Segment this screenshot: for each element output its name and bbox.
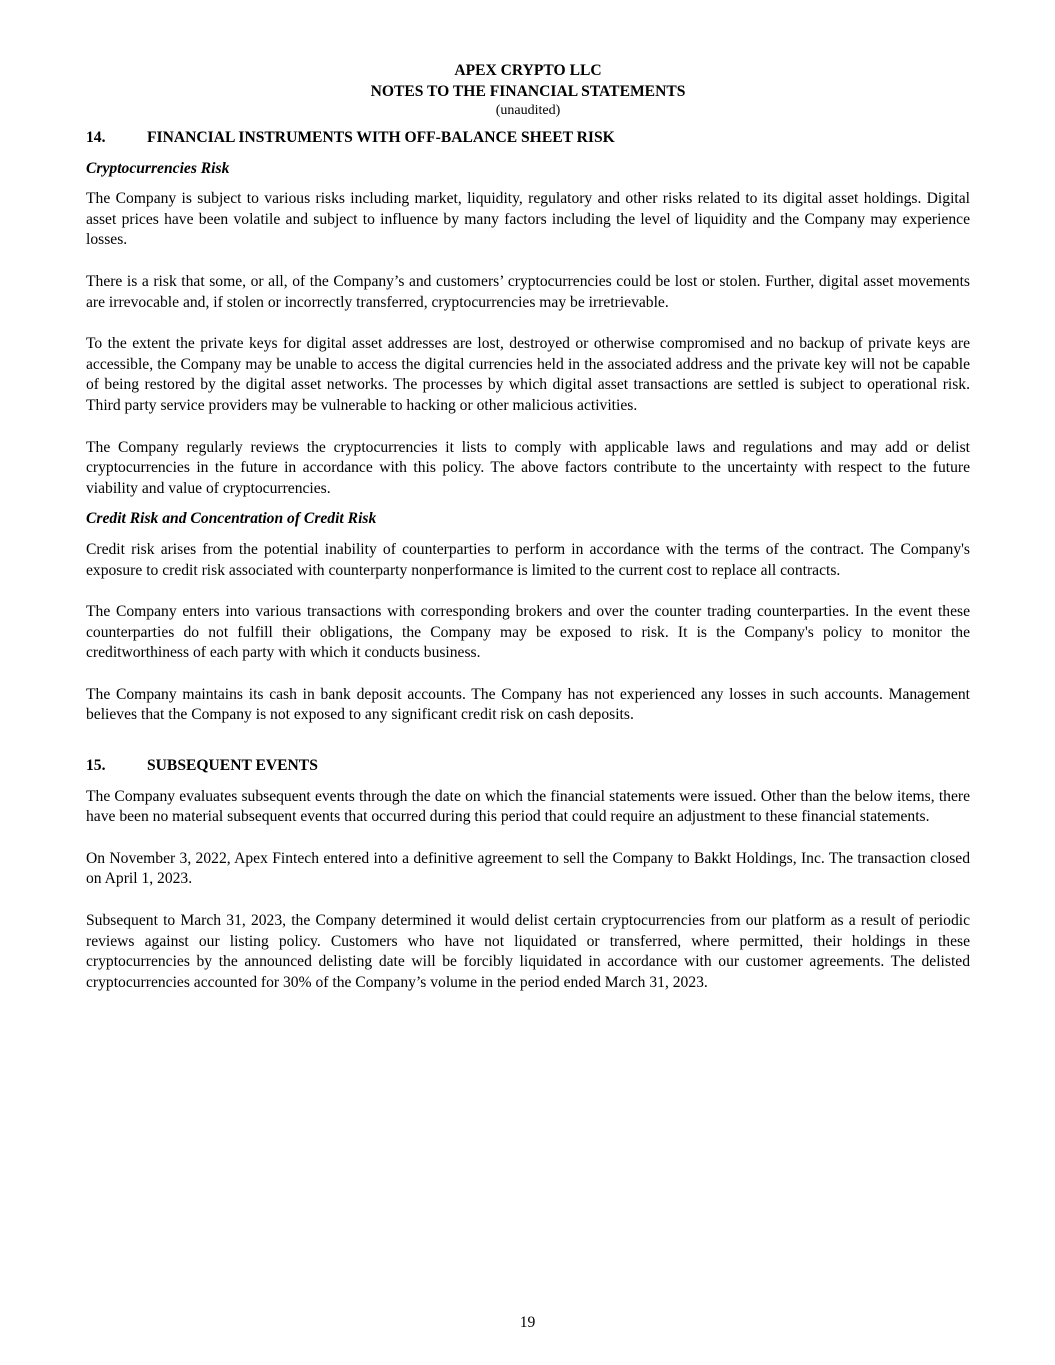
credit-risk-paragraph: The Company maintains its cash in bank deposit accounts. The Company has not experienced any losses in such accounts. Management believes that the Company is not exposed to any significant credit risk on cash deposits.: [86, 685, 970, 724]
company-name: APEX CRYPTO LLC: [454, 62, 602, 79]
section-14-title: FINANCIAL INSTRUMENTS WITH OFF-BALANCE SHEET RISK: [147, 129, 615, 146]
crypto-risk-paragraph: There is a risk that some, or all, of the Company’s and customers’ cryptocurrencies could be lost or stolen. Further, digital asset movements are irrevocable and, if stolen or incorrectly transferred, cryptocurrencies may be irretrievable.: [86, 272, 970, 311]
crypto-risk-paragraph: To the extent the private keys for digital asset addresses are lost, destroyed or otherwise compromised and no backup of private keys are accessible, the Company may be unable to access the digital currencies held in the associated address and the private key will not be capable of being restored by the digital asset networks. The processes by which digital asset transactions are settled is subject to operational risk. Third party service providers may be vulnerable to hacking or other malicious activities.: [86, 335, 970, 414]
section-15-title: SUBSEQUENT EVENTS: [147, 757, 318, 775]
document-page: [86, 60, 970, 993]
section-14-number: 14.: [86, 129, 106, 146]
subsequent-events-paragraph: The Company evaluates subsequent events through the date on which the financial statements were issued. Other than the below items, there have been no material subsequent events that occurred during this period that could require an adjustment to these financial statements.: [86, 787, 970, 826]
page-number: 19: [519, 1314, 536, 1331]
document-subtitle: (unaudited): [495, 103, 561, 118]
subsequent-events-paragraph: On November 3, 2022, Apex Fintech entered into a definitive agreement to sell the Company to Bakkt Holdings, Inc. The transaction closed on April 1, 2023.: [86, 849, 970, 888]
document-header: [86, 60, 970, 120]
crypto-risk-paragraph: The Company regularly reviews the cryptocurrencies it lists to comply with applicable laws and regulations and may add or delist cryptocurrencies in the future in accordance with this policy. The above factors contribute to the uncertainty with respect to the future viability and value of cryptocurrencies.: [86, 438, 970, 497]
credit-risk-paragraph: Credit risk arises from the potential inability of counterparties to perform in accordance with the terms of the contract. The Company's exposure to credit risk associated with counterparty nonperformance is limited to the current cost to replace all contracts.: [86, 540, 970, 579]
document-title: NOTES TO THE FINANCIAL STATEMENTS: [370, 83, 686, 100]
subsequent-events-paragraph: Subsequent to March 31, 2023, the Company determined it would delist certain cryptocurrencies from our platform as a result of periodic reviews against our listing policy. Customers who have not liquidated or transferred, where permitted, their holdings in these cryptocurrencies by the announced delisting date will be forcibly liquidated in accordance with our customer agreements. The delisted cryptocurrencies accounted for 30% of the Company’s volume in the period ended March 31, 2023.: [86, 912, 970, 991]
section-15-heading: [86, 756, 970, 777]
section-14-heading: [86, 128, 970, 149]
section-15-number: 15.: [86, 757, 106, 775]
crypto-risk-paragraph: The Company is subject to various risks including market, liquidity, regulatory and other risks related to its digital asset holdings. Digital asset prices have been volatile and subject to influence by many factors including the level of liquidity and the Company may experience losses.: [86, 190, 970, 249]
crypto-risk-heading: Cryptocurrencies Risk: [86, 159, 230, 177]
credit-risk-paragraph: The Company enters into various transactions with corresponding brokers and over the counter trading counterparties. In the event these counterparties do not fulfill their obligations, the Company may be exposed to risk. It is the Company's policy to monitor the creditworthiness of each party with which it conducts business.: [86, 603, 970, 662]
credit-risk-heading: Credit Risk and Concentration of Credit Risk: [86, 510, 377, 528]
